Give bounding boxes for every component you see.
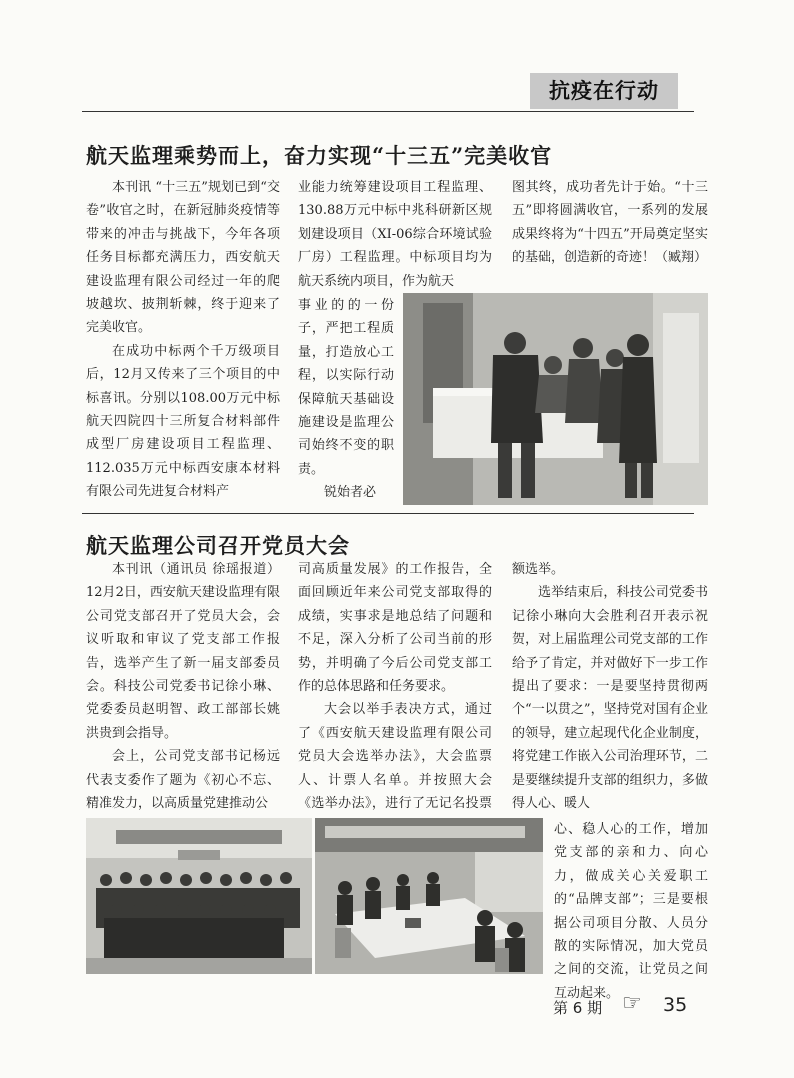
article2-col3-para1: 额选举。: [512, 562, 565, 577]
article1-col3: [512, 176, 708, 270]
article1-headline: 航天监理乘势而上，奋力实现“十三五”完美收官: [86, 143, 553, 168]
hand-pointer-icon: ☞: [622, 991, 642, 1016]
article2-col3-narrow: [554, 818, 708, 1005]
article1-col2-narrow: [298, 294, 394, 505]
meeting-photo: [315, 818, 543, 974]
article2-col2-para1: 司高质量发展》的工作报告，全面回顾近年来公司党支部取得的成绩，实事求是地总结了问题和不足，深入分析了公司当前的形势，并明确了今后公司党支部工作的总体思路和任务要求。: [298, 562, 492, 695]
article1-photo: [403, 293, 708, 505]
article2-col3: [512, 558, 708, 815]
article1-col2-text: 业能力统筹建设项目工程监理、130.88万元中标中兆科研新区规划建设项目（XI-06综合环境试验厂房）工程监理。中标项目均为航天系统内项目，作为航天: [298, 180, 492, 289]
article1-col2-narrow-text: 事业的的一份子，严把工程质量，打造放心工程，以实际行动保障航天基础设施建设是监理公司始终不变的职责。: [298, 298, 394, 477]
article2-col2: [298, 558, 492, 839]
article1-col2-last: 锐始者必: [324, 485, 377, 501]
article2-col1: [86, 558, 280, 815]
article1-col1-para2: 在成功中标两个千万级项目后，12月又传来了三个项目的中标喜讯。分别以108.00万元中标航天四院四十三所复合材料部件成型厂房建设项目工程监理、112.035万元中标西安康本材料有限公司先进复合材料产: [86, 343, 280, 500]
article2-col3-para2: 选举结束后，科技公司党委书记徐小琳向大会胜利召开表示祝贺，对上届监理公司党支部的工作给予了肯定，并对做好下一步工作提出了要求：一是要坚持贯彻两个“一以贯之”，坚持党对国有企业的领导，建立起现代化企业制度，将党建工作嵌入公司治理环节，二是要继续提升支部的组织力，多做得人心、暖人: [512, 585, 708, 812]
article1-col3-text: 图其终，成功者先计于始。“十三五”即将圆满收官，一系列的发展成果终将为“十四五”开局奠定坚实的基础，创造新的奇迹！（臧翔）: [512, 180, 708, 266]
article1-col1-para1: 本刊讯 “十三五”规划已到“交卷”收官之时，在新冠肺炎疫情等带来的冲击与挑战下，今年各项任务目标都充满压力，西安航天建设监理有限公司经过一年的爬坡越坎、披荆斩棘，终于迎来了完美收官。: [86, 180, 280, 336]
group-photo: [86, 818, 312, 974]
office-scene-illustration: [403, 293, 708, 505]
group-photo-illustration: [86, 818, 312, 974]
section-tag: 抗疫在行动: [530, 73, 678, 109]
article2-headline: 航天监理公司召开党员大会: [86, 533, 350, 558]
article2-col2-para2: 大会以举手表决方式，通过了《西安航天建设监理有限公司党员大会选举办法》，大会监票人、计票人名单。并按照大会《选举办法》，进行了无记名投票: [298, 702, 492, 812]
article2-col1-para2: 会上，公司党支部书记杨远代表支委作了题为《初心不忘、精准发力，以高质量党建推动公: [86, 749, 280, 812]
article1-col1: [86, 176, 280, 504]
article2-col3-narrow-text: 心、稳人心的工作，增加党支部的亲和力、向心力，做成关心关爱职工的“品牌支部”；三是要根据公司项目分散、人员分散的实际情况，加大党员之间的交流，让党员之间互动起来。: [554, 822, 708, 1001]
article2-col1-para1: 本刊讯（通讯员 徐瑶报道） 12月2日，西安航天建设监理有限公司党支部召开了党员大会，会议听取和审议了党支部工作报告，选举产生了新一届支部委员会。科技公司党委书记徐小琳、党委委员赵明智、政工部部长姚洪贵到会指导。: [86, 562, 280, 741]
article1-col2-top: [298, 176, 492, 293]
issue-number: 第 6 期: [553, 999, 603, 1017]
mid-rule: [82, 513, 694, 514]
top-rule: [82, 111, 694, 112]
page-number: 35: [663, 994, 688, 1016]
meeting-photo-illustration: [315, 818, 543, 974]
